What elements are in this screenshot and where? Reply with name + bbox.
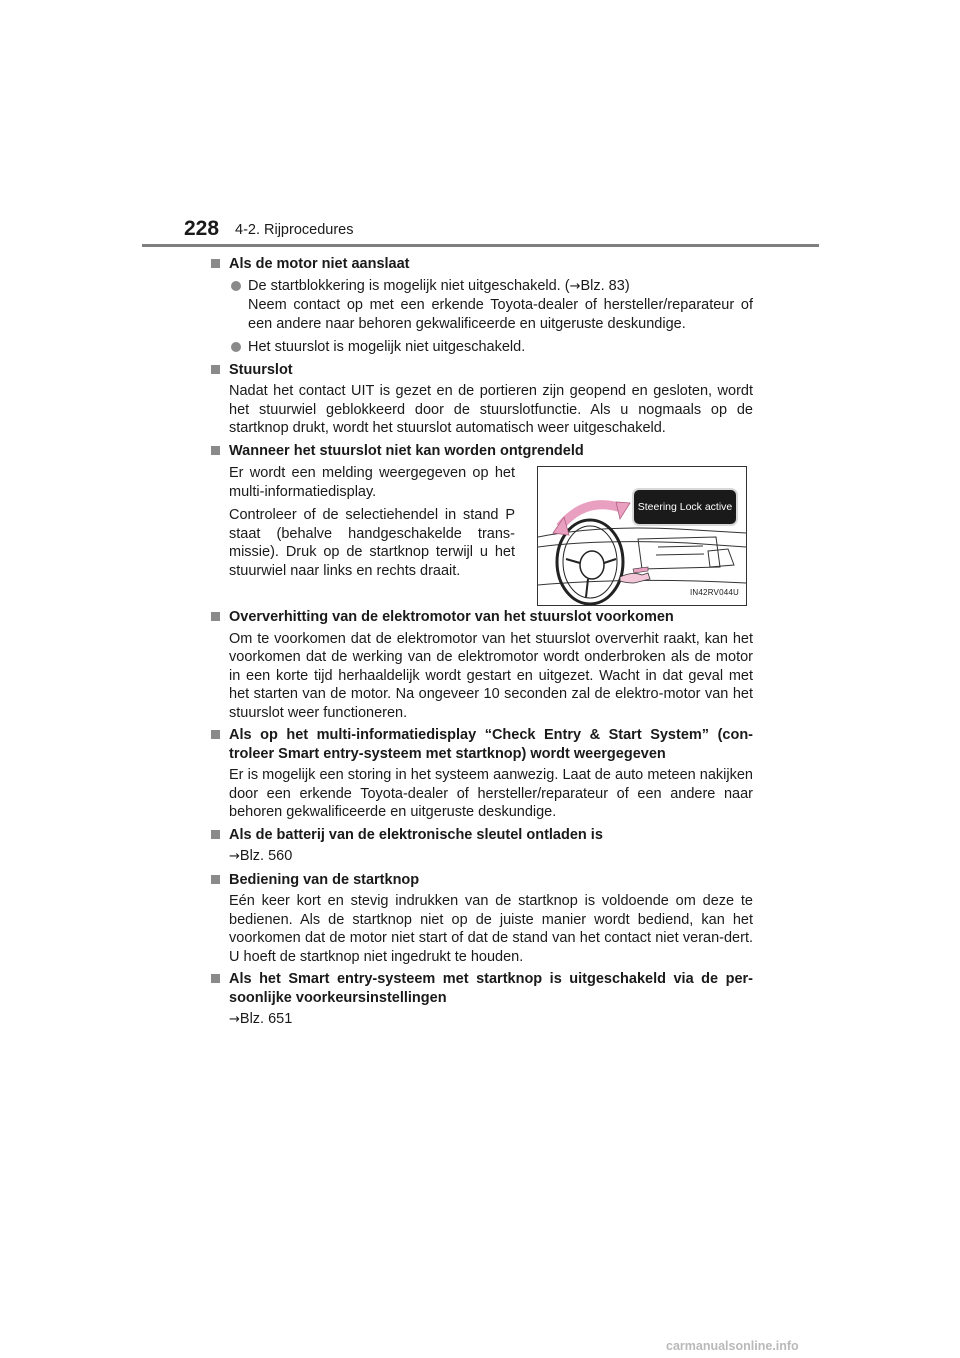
section-heading: Wanneer het stuurslot niet kan worden ontgrendeld — [210, 442, 753, 461]
section-body: Nadat het contact UIT is gezet en de portieren zijn geopend en gesloten, wordt het stuurwiel geblokkeerd door de stuurslotfunctie. Als u nogmaals op de startknop drukt, wordt het stuurslot automatisch weer uitgeschakeld. — [229, 383, 753, 436]
square-marker-icon — [210, 726, 221, 763]
steering-lock-message: Steering Lock active — [632, 488, 738, 526]
section-heading: Stuurslot — [210, 361, 753, 380]
section-heading: Als op het multi-informatiedisplay “Check Entry & Start System” (con-troleer Smart entry-systeem met startknop) wordt weergegeven — [210, 726, 753, 763]
section-body: Om te voorkomen dat de elektromotor van het stuurslot oververhit raakt, kan het voorkomen dat de werking van de elektromotor wordt onderbroken als de motor in een korte tijd herhaaldelijk wordt gestart en uitgezet. Wacht in dat geval met het starten van de motor. Na ongeveer 10 seconden zal de elektro-motor van het stuurslot weer functioneren. — [229, 630, 753, 721]
section-start-button — [210, 871, 753, 967]
arrow-icon: → — [229, 849, 240, 864]
square-marker-icon — [210, 608, 221, 627]
paragraph: Controleer of de selectiehendel in stand P staat (behalve handgeschakelde trans-missie). Druk op de startknop terwijl u het stuurwiel naar links en rechts draait. — [229, 507, 515, 579]
arrow-icon: → — [229, 1012, 240, 1027]
section-heading: Als het Smart entry-systeem met startknop is uitgeschakeld via de per-soonlijke voorkeursinstellingen — [210, 970, 753, 1007]
steering-lock-illustration — [537, 466, 747, 606]
section-check-entry — [210, 726, 753, 822]
header-rule — [142, 244, 819, 247]
square-marker-icon — [210, 970, 221, 1007]
section-smart-entry-disabled — [210, 970, 753, 1030]
watermark: carmanualsonline.info — [666, 1339, 799, 1353]
section-heading: Oververhitting van de elektromotor van het stuurslot voorkomen — [210, 608, 753, 627]
page-content — [210, 255, 753, 1030]
bullet-item: Het stuurslot is mogelijk niet uitgeschakeld. — [231, 338, 753, 357]
section-overheating — [210, 608, 753, 722]
square-marker-icon — [210, 361, 221, 380]
bullet-dot-icon — [231, 338, 242, 357]
bullet-item: De startblokkering is mogelijk niet uitgeschakeld. (→Blz. 83) Neem contact op met een erkende Toyota-dealer of hersteller/reparateur of een andere naar behoren gekwalificeerde en uitgeruste deskundige. — [231, 277, 753, 334]
paragraph: Er wordt een melding weergegeven op het multi-informatiedisplay. — [229, 465, 515, 500]
square-marker-icon — [210, 255, 221, 274]
bullet-dot-icon — [231, 277, 242, 334]
section-heading: Als de batterij van de elektronische sleutel ontladen is — [210, 826, 753, 845]
section-stuurslot — [210, 361, 753, 438]
page-reference: Blz. 651 — [239, 1011, 293, 1027]
section-body: Er is mogelijk een storing in het systeem aanwezig. Laat de auto meteen nakijken door een erkende Toyota-dealer of hersteller/reparateur of een andere naar behoren gekwalificeerde en uitgeruste deskundige. — [229, 767, 753, 820]
arrow-icon: → — [569, 278, 581, 294]
section-battery — [210, 826, 753, 867]
page-reference: Blz. 560 — [239, 848, 293, 864]
page-reference: Blz. 83) — [580, 277, 630, 294]
square-marker-icon — [210, 442, 221, 461]
square-marker-icon — [210, 826, 221, 845]
section-motor-start — [210, 255, 753, 357]
section-heading: Bediening van de startknop — [210, 871, 753, 890]
section-heading: Als de motor niet aanslaat — [210, 255, 753, 274]
section-unlock-steering — [210, 442, 753, 607]
section-body: Eén keer kort en stevig indrukken van de startknop is voldoende om deze te bedienen. Als de startknop niet op de juiste manier wordt bediend, kan het voorkomen dat de motor niet start of dat de stand van het contact niet veran-dert. U hoeft de startknop niet ingedrukt te houden. — [229, 893, 753, 965]
figure-code: IN42RV044U — [690, 587, 739, 597]
section-title: 4-2. Rijprocedures — [235, 222, 354, 238]
page-number: 228 — [184, 217, 220, 240]
square-marker-icon — [210, 871, 221, 890]
